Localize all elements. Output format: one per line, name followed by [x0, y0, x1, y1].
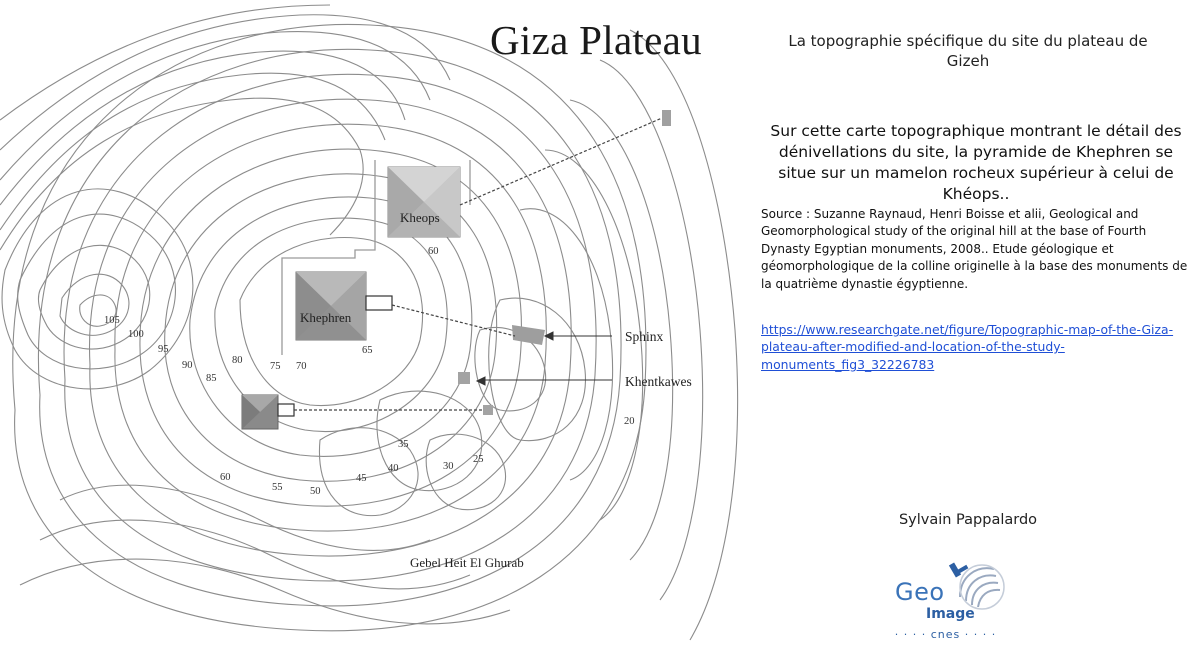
mykerinos-pyramid	[242, 395, 294, 429]
contour-value-labels	[104, 246, 635, 497]
contour-label: 100	[128, 329, 144, 340]
contour-label: 95	[158, 344, 169, 355]
contour-label: 75	[270, 361, 281, 372]
contour-label: 20	[624, 416, 635, 427]
logo-text-geo: Geo	[895, 578, 945, 606]
geoimage-logo	[878, 555, 1018, 645]
contour-label: 60	[428, 246, 439, 257]
contour-label: 105	[104, 315, 120, 326]
sphinx-label: Sphinx	[625, 329, 664, 344]
contour-label: 90	[182, 360, 193, 371]
kheops-pyramid	[388, 167, 460, 237]
map-title: Giza Plateau	[490, 17, 702, 63]
contour-label: 45	[356, 473, 367, 484]
contour-label: 30	[443, 461, 454, 472]
contour-label: 35	[398, 439, 409, 450]
contour-label: 40	[388, 463, 399, 474]
mykerinos-valley-temple	[483, 405, 493, 415]
khentkawes-label: Khentkawes	[625, 374, 692, 389]
contour-label: 65	[362, 345, 373, 356]
researchgate-link[interactable]: https://www.researchgate.net/figure/Topographic-map-of-the-Giza-plateau-after-modified-and-location-of-the-study-monuments_fig3_32226783	[761, 322, 1174, 372]
summary-text: Sur cette carte topographique montrant le détail des dénivellations du site, la pyramide de Khephren se situe sur un mamelon rocheux supérieur à celui de Khéops..	[770, 122, 1182, 203]
side-panel	[748, 0, 1200, 655]
khephren-label: Khephren	[300, 310, 352, 325]
contour-label: 25	[473, 454, 484, 465]
contour-label: 85	[206, 373, 217, 384]
contour-label: 70	[296, 361, 307, 372]
sphinx-marker	[512, 325, 545, 345]
contour-label: 80	[232, 355, 243, 366]
logo-text-image: Image	[926, 606, 975, 622]
valley-temple-marker	[662, 110, 671, 126]
logo-text-cnes: · · · · cnes · · · ·	[894, 628, 997, 641]
contour-label: 60	[220, 472, 231, 483]
callout-arrows	[477, 332, 612, 385]
khephren-pyramid	[296, 272, 392, 340]
kheops-label: Kheops	[400, 210, 440, 225]
khentkawes-marker	[458, 372, 470, 384]
contour-label: 50	[310, 486, 321, 497]
source-citation: Source : Suzanne Raynaud, Henri Boisse et alii, Geological and Geomorphological study of the original hill at the base of Fourth Dynasty Egyptian monuments, 2008.. Etude géologique et géomorphologique de la colline originelle à la base des monuments de la quatrième dynastie égyptienne.	[761, 207, 1188, 291]
contour-label: 55	[272, 482, 283, 493]
slide-heading: La topographie spécifique du site du plateau de Gizeh	[788, 32, 1148, 70]
place-name-label: Gebel Heit El Ghurab	[410, 555, 524, 570]
author-name: Sylvain Pappalardo	[898, 512, 1038, 528]
